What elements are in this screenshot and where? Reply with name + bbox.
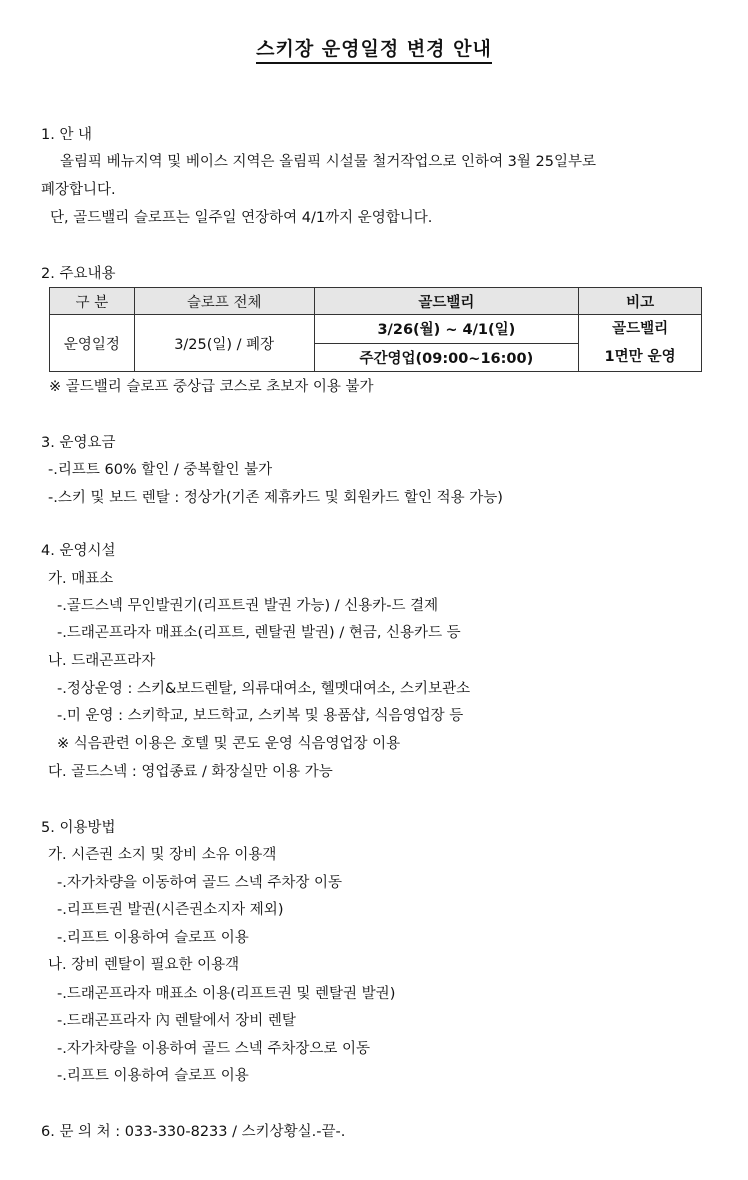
list-item: -.미 운영 : 스키학교, 보드학교, 스키복 및 용품샵, 식음영업장 등 <box>57 708 464 724</box>
row-label: 운영일정 <box>50 315 135 372</box>
section-4-heading: 4. 운영시설 <box>41 543 116 559</box>
list-item: -.정상운영 : 스키&보드렌탈, 의류대여소, 헬멧대여소, 스키보관소 <box>57 681 471 697</box>
list-item: -.리프트권 발권(시즌권소지자 제외) <box>57 902 284 918</box>
section-1-heading: 1. 안 내 <box>41 127 93 143</box>
section-2-footnote: ※ 골드밸리 슬로프 중상급 코스로 초보자 이용 불가 <box>49 379 374 395</box>
table-header-category: 구 분 <box>50 288 135 315</box>
gold-valley-dates: 3/26(월) ~ 4/1(일) <box>314 315 579 344</box>
section-3-heading: 3. 운영요금 <box>41 435 116 451</box>
list-item: -.골드스넥 무인발권기(리프트권 발권 가능) / 신용카-드 결제 <box>57 598 439 614</box>
remarks-line-1: 골드밸리 <box>612 321 669 337</box>
table-header-row <box>50 288 702 315</box>
list-item: -.리프트 이용하여 슬로프 이용 <box>57 1068 249 1084</box>
all-slopes-status: 3/25(일) / 폐장 <box>134 315 314 372</box>
subsection-dragon-plaza: 나. 드래곤프라자 <box>48 653 156 669</box>
table-header-all-slopes: 슬로프 전체 <box>134 288 314 315</box>
subsection-season-pass: 가. 시즌권 소지 및 장비 소유 이용객 <box>48 847 277 863</box>
list-item: -.자가차량을 이동하여 골드 스넥 주차장 이동 <box>57 875 343 891</box>
remarks-line-2: 1면만 운영 <box>604 349 676 365</box>
gold-valley-hours: 주간영업(09:00~16:00) <box>314 343 579 372</box>
subsection-ticket-office: 가. 매표소 <box>48 571 114 587</box>
list-item: -.자가차량을 이용하여 골드 스넥 주차장으로 이동 <box>57 1041 371 1057</box>
section-5-heading: 5. 이용방법 <box>41 820 116 836</box>
table-row <box>50 315 702 344</box>
section-1-paragraph-cont: 폐장합니다. <box>41 182 116 198</box>
schedule-table <box>49 287 702 372</box>
subsection-gold-snack: 다. 골드스넥 : 영업종료 / 화장실만 이용 가능 <box>48 764 333 780</box>
dining-note: ※ 식음관련 이용은 호텔 및 콘도 운영 식음영업장 이용 <box>57 736 401 752</box>
remarks-cell <box>579 315 702 372</box>
list-item: -.드래곤프라자 매표소 이용(리프트권 및 렌탈권 발권) <box>57 986 396 1002</box>
list-item: -.드래곤프라자 內 렌탈에서 장비 렌탈 <box>57 1013 296 1029</box>
list-item: -.스키 및 보드 렌탈 : 정상가(기존 제휴카드 및 회원카드 할인 적용 가능) <box>48 490 503 506</box>
list-item: -.리프트 60% 할인 / 중복할인 불가 <box>48 462 273 478</box>
section-1-paragraph: 올림픽 베뉴지역 및 베이스 지역은 올림픽 시설물 철거작업으로 인하여 3월 25일부로 <box>60 154 596 170</box>
subsection-rental: 나. 장비 렌탈이 필요한 이용객 <box>48 957 240 973</box>
section-2-heading: 2. 주요내용 <box>41 266 116 282</box>
table-header-remarks: 비고 <box>579 288 702 315</box>
contact-line: 6. 문 의 처 : 033-330-8233 / 스키상황실.-끝-. <box>41 1124 346 1140</box>
table-header-gold-valley: 골드밸리 <box>314 288 579 315</box>
section-1-note: 단, 골드밸리 슬로프는 일주일 연장하여 4/1까지 운영합니다. <box>50 210 433 226</box>
list-item: -.드래곤프라자 매표소(리프트, 렌탈권 발권) / 현금, 신용카드 등 <box>57 625 461 641</box>
page-title: 스키장 운영일정 변경 안내 <box>0 34 748 61</box>
list-item: -.리프트 이용하여 슬로프 이용 <box>57 930 249 946</box>
